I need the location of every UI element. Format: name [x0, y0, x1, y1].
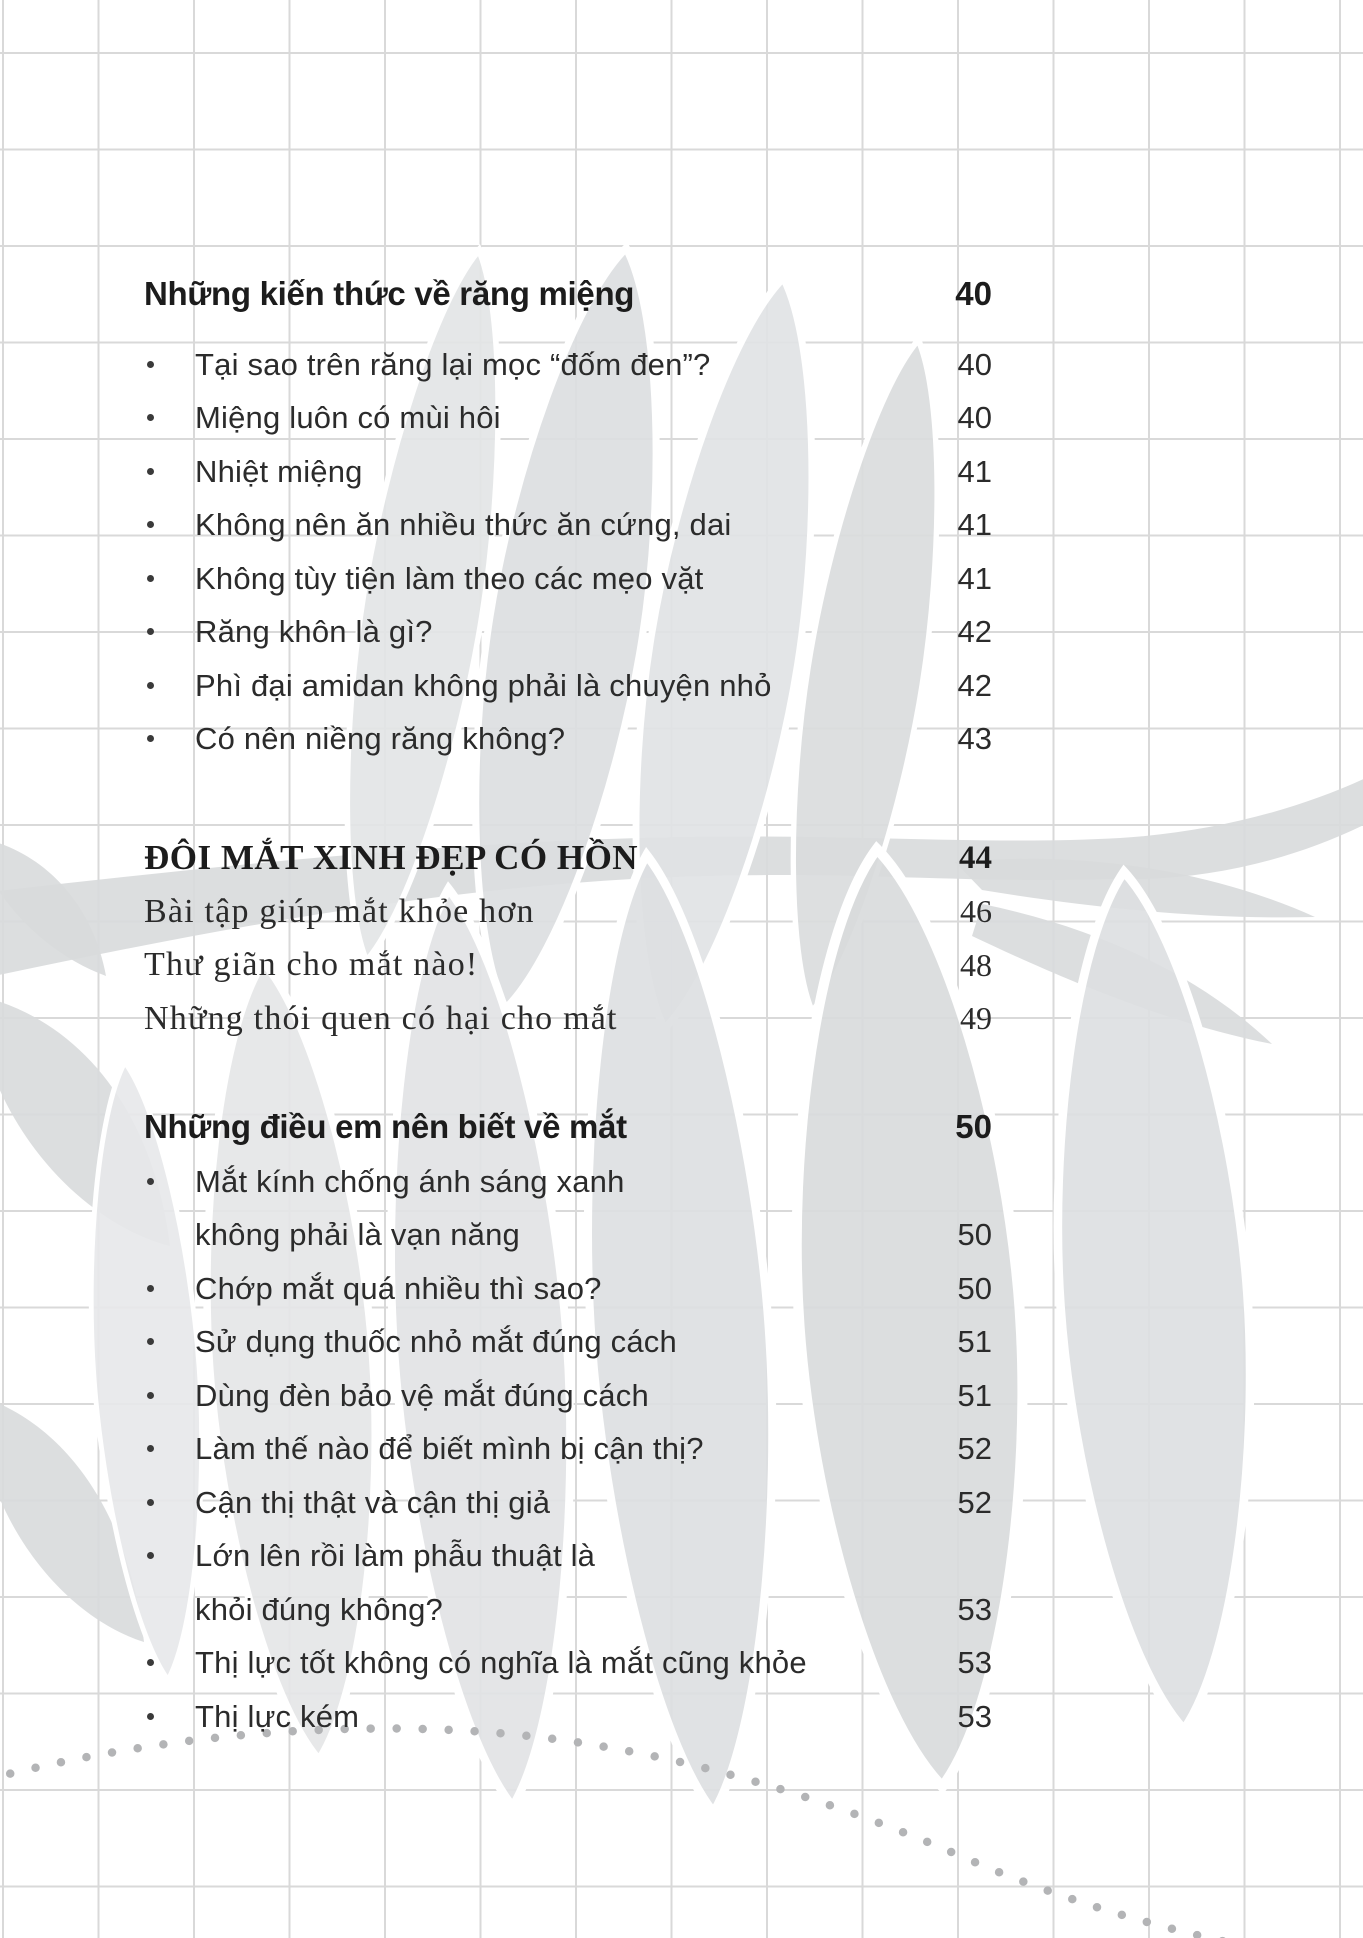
toc-section-header [144, 829, 992, 887]
toc-entry [144, 1155, 992, 1209]
toc-entry-title: Mắt kính chống ánh sáng xanh [195, 1163, 625, 1199]
toc-entry [144, 992, 992, 1046]
bullet-dot-icon [147, 1713, 154, 1720]
toc-entry-title: Không nên ăn nhiều thức ăn cứng, dai [195, 507, 732, 543]
toc-entry [144, 552, 992, 606]
bullet-dot-icon [147, 628, 154, 635]
toc-entry [144, 445, 992, 499]
toc-entry-page-number: 41 [957, 560, 992, 596]
toc-entry-title: Sử dụng thuốc nhỏ mắt đúng cách [195, 1324, 677, 1360]
toc-entry-page-number: 53 [957, 1591, 992, 1627]
toc-entry-page-number: 49 [960, 1000, 992, 1037]
toc-rows [144, 885, 992, 1046]
toc-entry [144, 885, 992, 939]
bullet-dot-icon [147, 521, 154, 528]
toc-entry-page-number: 41 [957, 453, 992, 489]
toc-entry-title: Nhiệt miệng [195, 453, 363, 489]
toc-entry [144, 499, 992, 553]
toc-entry-title: khỏi đúng không? [195, 1591, 443, 1627]
toc-entry [144, 659, 992, 713]
toc-entry-title: Thư giãn cho mắt nào! [144, 946, 479, 984]
toc-section [144, 1098, 992, 1744]
toc-entry-page-number: 50 [957, 1217, 992, 1253]
toc-entry [144, 392, 992, 446]
toc-entry-title: Tại sao trên răng lại mọc “đốm đen”? [195, 346, 711, 382]
bullet-dot-icon [147, 361, 154, 368]
toc-entry [144, 606, 992, 660]
toc-entry [144, 338, 992, 392]
bullet-dot-icon [147, 414, 154, 421]
bullet-dot-icon [147, 575, 154, 582]
toc-entry-title: Lớn lên rồi làm phẫu thuật là [195, 1538, 596, 1574]
toc-entry-page-number: 52 [957, 1484, 992, 1520]
bullet-dot-icon [147, 1445, 154, 1452]
toc-entry-title: Cận thị thật và cận thị giả [195, 1484, 551, 1520]
toc-entry [144, 1530, 992, 1584]
toc-entry [144, 1423, 992, 1477]
bullet-dot-icon [147, 735, 154, 742]
toc-entry-page-number: 40 [957, 400, 992, 436]
toc-entry [144, 1583, 992, 1637]
toc-section [144, 265, 992, 766]
toc-entry [144, 713, 992, 767]
toc-entry [144, 1476, 992, 1530]
section-title: ĐÔI MẮT XINH ĐẸP CÓ HỒN [144, 838, 639, 877]
toc-entry [144, 1316, 992, 1370]
toc-entry-title: Bài tập giúp mắt khỏe hơn [144, 892, 535, 930]
toc-entry-title: Dùng đèn bảo vệ mắt đúng cách [195, 1377, 649, 1413]
section-page-number: 44 [959, 839, 992, 876]
toc-entry-title: Chớp mắt quá nhiều thì sao? [195, 1270, 602, 1306]
bullet-dot-icon [147, 1285, 154, 1292]
bullet-dot-icon [147, 1392, 154, 1399]
toc-entry [144, 1637, 992, 1691]
bullet-dot-icon [147, 468, 154, 475]
toc-entry-title: Răng khôn là gì? [195, 614, 433, 650]
toc-entry [144, 1369, 992, 1423]
bullet-dot-icon [147, 682, 154, 689]
toc-entry-page-number: 52 [957, 1431, 992, 1467]
bullet-dot-icon [147, 1499, 154, 1506]
toc-entry-title: Miệng luôn có mùi hôi [195, 400, 501, 436]
bullet-dot-icon [147, 1659, 154, 1666]
toc-section-header [144, 265, 992, 323]
toc-entry-page-number: 50 [957, 1270, 992, 1306]
toc-entry-title: Những thói quen có hại cho mắt [144, 999, 618, 1037]
toc-entry-title: Phì đại amidan không phải là chuyện nhỏ [195, 667, 772, 703]
bullet-dot-icon [147, 1178, 154, 1185]
toc-section [144, 829, 992, 1046]
toc-entry-title: Có nên niềng răng không? [195, 721, 566, 757]
bullet-dot-icon [147, 1552, 154, 1559]
toc-entry-title: Không tùy tiện làm theo các mẹo vặt [195, 560, 704, 596]
toc-section-header [144, 1098, 992, 1156]
toc-entry [144, 1690, 992, 1744]
toc-entry-page-number: 43 [957, 721, 992, 757]
bullet-dot-icon [147, 1338, 154, 1345]
toc-entry-page-number: 51 [957, 1377, 992, 1413]
toc-entry-title: Thị lực kém [195, 1698, 360, 1734]
toc-entry-page-number: 42 [957, 667, 992, 703]
toc-rows [144, 1155, 992, 1744]
toc-entry-page-number: 40 [957, 346, 992, 382]
toc-entry-page-number: 48 [960, 946, 992, 983]
toc-entry-page-number: 42 [957, 614, 992, 650]
toc-entry-title: không phải là vạn năng [195, 1217, 520, 1253]
toc-entry-title: Thị lực tốt không có nghĩa là mắt cũng khỏe [195, 1645, 807, 1681]
toc-entry-page-number: 53 [957, 1698, 992, 1734]
toc-entry-page-number: 53 [957, 1645, 992, 1681]
toc-entry [144, 939, 992, 993]
toc-rows [144, 338, 992, 766]
toc-entry [144, 1262, 992, 1316]
table-of-contents [144, 0, 992, 1938]
section-title: Những điều em nên biết về mắt [144, 1108, 627, 1145]
toc-entry-page-number: 46 [960, 893, 992, 930]
toc-entry-title: Làm thế nào để biết mình bị cận thị? [195, 1431, 704, 1467]
toc-entry-page-number: 41 [957, 507, 992, 543]
section-page-number: 50 [955, 1108, 992, 1145]
section-page-number: 40 [955, 275, 992, 312]
toc-entry-page-number: 51 [957, 1324, 992, 1360]
toc-entry [144, 1209, 992, 1263]
section-title: Những kiến thức về răng miệng [144, 275, 635, 312]
